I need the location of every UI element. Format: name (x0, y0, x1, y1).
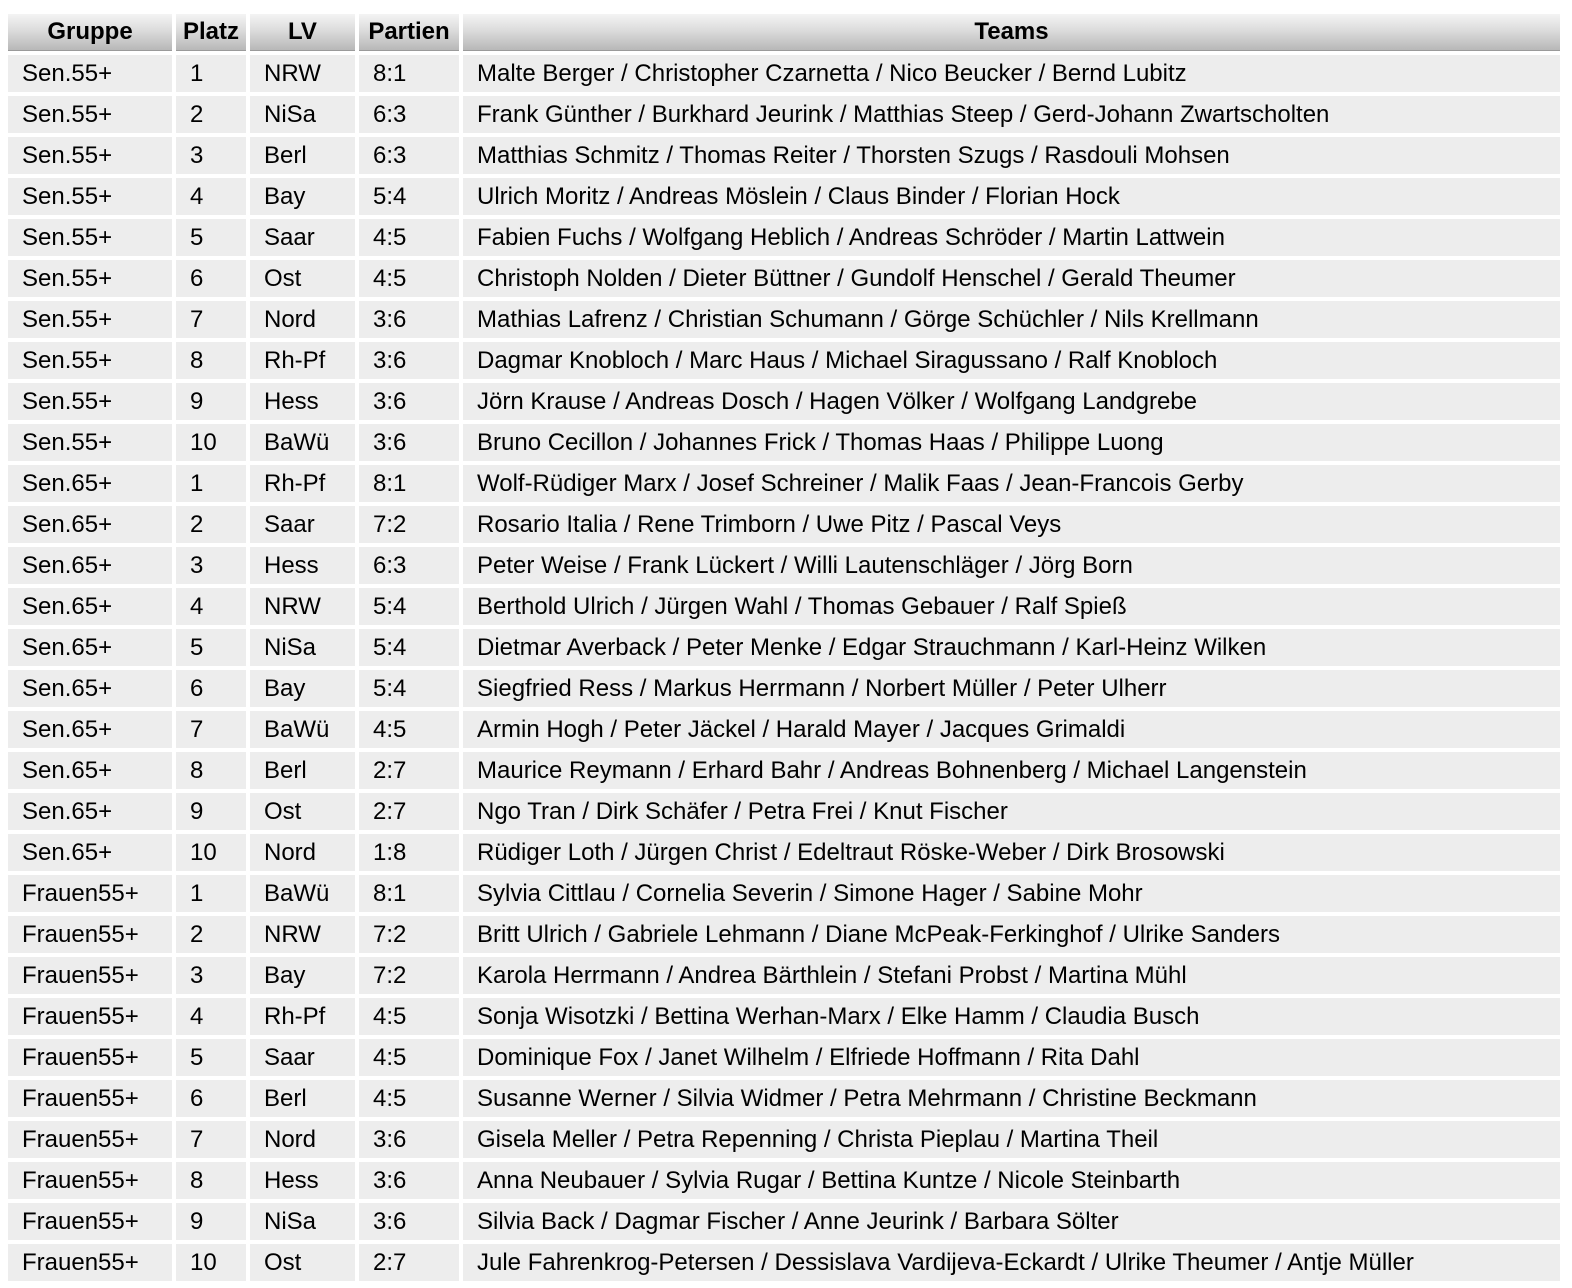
cell-teams: Sonja Wisotzki / Bettina Werhan-Marx / Elke Hamm / Claudia Busch (463, 998, 1560, 1035)
table-row (8, 588, 1560, 625)
cell-platz: 10 (176, 834, 246, 871)
cell-teams: Jule Fahrenkrog-Petersen / Dessislava Vardijeva-Eckardt / Ulrike Theumer / Antje Müller (463, 1244, 1560, 1281)
cell-gruppe: Sen.55+ (8, 219, 172, 256)
cell-platz: 7 (176, 301, 246, 338)
cell-gruppe: Sen.55+ (8, 424, 172, 461)
cell-teams: Gisela Meller / Petra Repenning / Christa Pieplau / Martina Theil (463, 1121, 1560, 1158)
cell-teams: Bruno Cecillon / Johannes Frick / Thomas Haas / Philippe Luong (463, 424, 1560, 461)
cell-partien: 5:4 (359, 670, 459, 707)
cell-lv: Nord (250, 834, 355, 871)
cell-lv: Hess (250, 547, 355, 584)
cell-gruppe: Frauen55+ (8, 1080, 172, 1117)
cell-gruppe: Frauen55+ (8, 875, 172, 912)
cell-teams: Matthias Schmitz / Thomas Reiter / Thorsten Szugs / Rasdouli Mohsen (463, 137, 1560, 174)
cell-platz: 2 (176, 916, 246, 953)
cell-gruppe: Sen.65+ (8, 711, 172, 748)
cell-platz: 7 (176, 1121, 246, 1158)
cell-partien: 4:5 (359, 260, 459, 297)
cell-teams: Silvia Back / Dagmar Fischer / Anne Jeurink / Barbara Sölter (463, 1203, 1560, 1240)
table-row (8, 1039, 1560, 1076)
cell-teams: Peter Weise / Frank Lückert / Willi Lautenschläger / Jörg Born (463, 547, 1560, 584)
cell-gruppe: Frauen55+ (8, 1039, 172, 1076)
cell-lv: BaWü (250, 875, 355, 912)
cell-platz: 5 (176, 219, 246, 256)
header-row (8, 14, 1560, 51)
cell-platz: 3 (176, 957, 246, 994)
table-row (8, 1121, 1560, 1158)
cell-lv: Saar (250, 1039, 355, 1076)
results-table (4, 10, 1564, 1285)
cell-gruppe: Sen.65+ (8, 834, 172, 871)
cell-partien: 3:6 (359, 1162, 459, 1199)
cell-platz: 1 (176, 55, 246, 92)
cell-partien: 5:4 (359, 629, 459, 666)
results-table-container (8, 14, 1560, 1281)
cell-platz: 10 (176, 424, 246, 461)
cell-teams: Siegfried Ress / Markus Herrmann / Norbert Müller / Peter Ulherr (463, 670, 1560, 707)
cell-gruppe: Sen.55+ (8, 137, 172, 174)
cell-gruppe: Sen.65+ (8, 629, 172, 666)
cell-partien: 1:8 (359, 834, 459, 871)
cell-lv: Ost (250, 260, 355, 297)
table-row (8, 137, 1560, 174)
cell-lv: Bay (250, 178, 355, 215)
cell-lv: BaWü (250, 711, 355, 748)
cell-lv: Rh-Pf (250, 465, 355, 502)
cell-partien: 4:5 (359, 1039, 459, 1076)
cell-platz: 4 (176, 998, 246, 1035)
cell-gruppe: Sen.65+ (8, 752, 172, 789)
cell-gruppe: Frauen55+ (8, 1203, 172, 1240)
cell-partien: 2:7 (359, 752, 459, 789)
table-row (8, 301, 1560, 338)
cell-platz: 10 (176, 1244, 246, 1281)
cell-partien: 6:3 (359, 137, 459, 174)
cell-teams: Rosario Italia / Rene Trimborn / Uwe Pitz / Pascal Veys (463, 506, 1560, 543)
cell-platz: 2 (176, 506, 246, 543)
cell-partien: 2:7 (359, 1244, 459, 1281)
cell-partien: 8:1 (359, 465, 459, 502)
cell-platz: 3 (176, 547, 246, 584)
table-row (8, 260, 1560, 297)
cell-lv: Hess (250, 383, 355, 420)
cell-teams: Anna Neubauer / Sylvia Rugar / Bettina Kuntze / Nicole Steinbarth (463, 1162, 1560, 1199)
cell-partien: 3:6 (359, 383, 459, 420)
cell-lv: Rh-Pf (250, 998, 355, 1035)
cell-platz: 1 (176, 875, 246, 912)
cell-lv: NiSa (250, 1203, 355, 1240)
table-row (8, 793, 1560, 830)
table-row (8, 424, 1560, 461)
cell-platz: 1 (176, 465, 246, 502)
cell-platz: 9 (176, 383, 246, 420)
cell-gruppe: Frauen55+ (8, 998, 172, 1035)
cell-platz: 7 (176, 711, 246, 748)
table-row (8, 916, 1560, 953)
cell-teams: Frank Günther / Burkhard Jeurink / Matthias Steep / Gerd-Johann Zwartscholten (463, 96, 1560, 133)
cell-gruppe: Frauen55+ (8, 1162, 172, 1199)
cell-gruppe: Frauen55+ (8, 957, 172, 994)
cell-platz: 5 (176, 1039, 246, 1076)
cell-teams: Dagmar Knobloch / Marc Haus / Michael Siragussano / Ralf Knobloch (463, 342, 1560, 379)
cell-teams: Susanne Werner / Silvia Widmer / Petra Mehrmann / Christine Beckmann (463, 1080, 1560, 1117)
table-row (8, 711, 1560, 748)
cell-platz: 8 (176, 752, 246, 789)
cell-lv: Saar (250, 219, 355, 256)
header-teams: Teams (463, 14, 1560, 51)
cell-platz: 2 (176, 96, 246, 133)
cell-gruppe: Frauen55+ (8, 1244, 172, 1281)
cell-lv: NRW (250, 588, 355, 625)
cell-gruppe: Sen.55+ (8, 178, 172, 215)
cell-partien: 7:2 (359, 957, 459, 994)
cell-lv: Ost (250, 1244, 355, 1281)
table-row (8, 834, 1560, 871)
cell-partien: 3:6 (359, 424, 459, 461)
cell-gruppe: Sen.65+ (8, 465, 172, 502)
cell-teams: Britt Ulrich / Gabriele Lehmann / Diane McPeak-Ferkinghof / Ulrike Sanders (463, 916, 1560, 953)
cell-lv: Rh-Pf (250, 342, 355, 379)
cell-platz: 9 (176, 793, 246, 830)
cell-partien: 3:6 (359, 301, 459, 338)
cell-partien: 3:6 (359, 1121, 459, 1158)
cell-gruppe: Sen.65+ (8, 588, 172, 625)
cell-teams: Ngo Tran / Dirk Schäfer / Petra Frei / Knut Fischer (463, 793, 1560, 830)
cell-lv: Berl (250, 1080, 355, 1117)
cell-partien: 6:3 (359, 547, 459, 584)
cell-lv: Bay (250, 670, 355, 707)
cell-lv: NRW (250, 916, 355, 953)
table-row (8, 875, 1560, 912)
cell-platz: 6 (176, 1080, 246, 1117)
cell-teams: Dominique Fox / Janet Wilhelm / Elfriede Hoffmann / Rita Dahl (463, 1039, 1560, 1076)
cell-lv: Berl (250, 752, 355, 789)
table-row (8, 752, 1560, 789)
cell-platz: 6 (176, 670, 246, 707)
cell-gruppe: Sen.55+ (8, 96, 172, 133)
cell-platz: 6 (176, 260, 246, 297)
table-row (8, 670, 1560, 707)
header-gruppe: Gruppe (8, 14, 172, 51)
cell-teams: Karola Herrmann / Andrea Bärthlein / Stefani Probst / Martina Mühl (463, 957, 1560, 994)
cell-partien: 3:6 (359, 342, 459, 379)
cell-teams: Mathias Lafrenz / Christian Schumann / Görge Schüchler / Nils Krellmann (463, 301, 1560, 338)
cell-lv: BaWü (250, 424, 355, 461)
table-row (8, 998, 1560, 1035)
table-row (8, 957, 1560, 994)
cell-gruppe: Sen.55+ (8, 342, 172, 379)
cell-teams: Maurice Reymann / Erhard Bahr / Andreas Bohnenberg / Michael Langenstein (463, 752, 1560, 789)
cell-partien: 4:5 (359, 711, 459, 748)
table-row (8, 629, 1560, 666)
cell-partien: 2:7 (359, 793, 459, 830)
cell-platz: 5 (176, 629, 246, 666)
cell-partien: 7:2 (359, 506, 459, 543)
cell-teams: Sylvia Cittlau / Cornelia Severin / Simone Hager / Sabine Mohr (463, 875, 1560, 912)
cell-partien: 4:5 (359, 998, 459, 1035)
cell-teams: Rüdiger Loth / Jürgen Christ / Edeltraut Röske-Weber / Dirk Brosowski (463, 834, 1560, 871)
cell-teams: Christoph Nolden / Dieter Büttner / Gundolf Henschel / Gerald Theumer (463, 260, 1560, 297)
cell-teams: Jörn Krause / Andreas Dosch / Hagen Völker / Wolfgang Landgrebe (463, 383, 1560, 420)
cell-partien: 5:4 (359, 588, 459, 625)
header-lv: LV (250, 14, 355, 51)
table-row (8, 1162, 1560, 1199)
cell-platz: 3 (176, 137, 246, 174)
table-row (8, 465, 1560, 502)
cell-lv: Ost (250, 793, 355, 830)
cell-lv: NiSa (250, 629, 355, 666)
cell-teams: Dietmar Averback / Peter Menke / Edgar Strauchmann / Karl-Heinz Wilken (463, 629, 1560, 666)
cell-platz: 8 (176, 1162, 246, 1199)
table-body (8, 55, 1560, 1281)
table-row (8, 1203, 1560, 1240)
cell-gruppe: Sen.55+ (8, 383, 172, 420)
cell-lv: Nord (250, 301, 355, 338)
cell-gruppe: Sen.55+ (8, 260, 172, 297)
cell-gruppe: Sen.55+ (8, 301, 172, 338)
table-row (8, 96, 1560, 133)
cell-lv: Berl (250, 137, 355, 174)
table-row (8, 383, 1560, 420)
cell-partien: 8:1 (359, 875, 459, 912)
cell-teams: Malte Berger / Christopher Czarnetta / Nico Beucker / Bernd Lubitz (463, 55, 1560, 92)
table-row (8, 219, 1560, 256)
cell-partien: 7:2 (359, 916, 459, 953)
cell-gruppe: Sen.55+ (8, 55, 172, 92)
cell-lv: Bay (250, 957, 355, 994)
cell-teams: Ulrich Moritz / Andreas Möslein / Claus Binder / Florian Hock (463, 178, 1560, 215)
cell-gruppe: Sen.65+ (8, 506, 172, 543)
cell-gruppe: Frauen55+ (8, 1121, 172, 1158)
table-row (8, 342, 1560, 379)
cell-teams: Berthold Ulrich / Jürgen Wahl / Thomas Gebauer / Ralf Spieß (463, 588, 1560, 625)
cell-lv: Nord (250, 1121, 355, 1158)
cell-platz: 8 (176, 342, 246, 379)
header-platz: Platz (176, 14, 246, 51)
cell-lv: NiSa (250, 96, 355, 133)
table-row (8, 506, 1560, 543)
cell-lv: Saar (250, 506, 355, 543)
cell-gruppe: Frauen55+ (8, 916, 172, 953)
cell-partien: 4:5 (359, 1080, 459, 1117)
cell-teams: Armin Hogh / Peter Jäckel / Harald Mayer / Jacques Grimaldi (463, 711, 1560, 748)
table-row (8, 547, 1560, 584)
table-row (8, 178, 1560, 215)
cell-partien: 8:1 (359, 55, 459, 92)
cell-platz: 4 (176, 588, 246, 625)
cell-partien: 6:3 (359, 96, 459, 133)
cell-teams: Wolf-Rüdiger Marx / Josef Schreiner / Malik Faas / Jean-Francois Gerby (463, 465, 1560, 502)
cell-lv: Hess (250, 1162, 355, 1199)
cell-gruppe: Sen.65+ (8, 793, 172, 830)
cell-teams: Fabien Fuchs / Wolfgang Heblich / Andreas Schröder / Martin Lattwein (463, 219, 1560, 256)
table-header (8, 14, 1560, 51)
cell-gruppe: Sen.65+ (8, 670, 172, 707)
header-partien: Partien (359, 14, 459, 51)
table-row (8, 55, 1560, 92)
table-row (8, 1244, 1560, 1281)
cell-lv: NRW (250, 55, 355, 92)
cell-partien: 4:5 (359, 219, 459, 256)
cell-platz: 4 (176, 178, 246, 215)
cell-platz: 9 (176, 1203, 246, 1240)
table-row (8, 1080, 1560, 1117)
cell-gruppe: Sen.65+ (8, 547, 172, 584)
cell-partien: 3:6 (359, 1203, 459, 1240)
cell-partien: 5:4 (359, 178, 459, 215)
